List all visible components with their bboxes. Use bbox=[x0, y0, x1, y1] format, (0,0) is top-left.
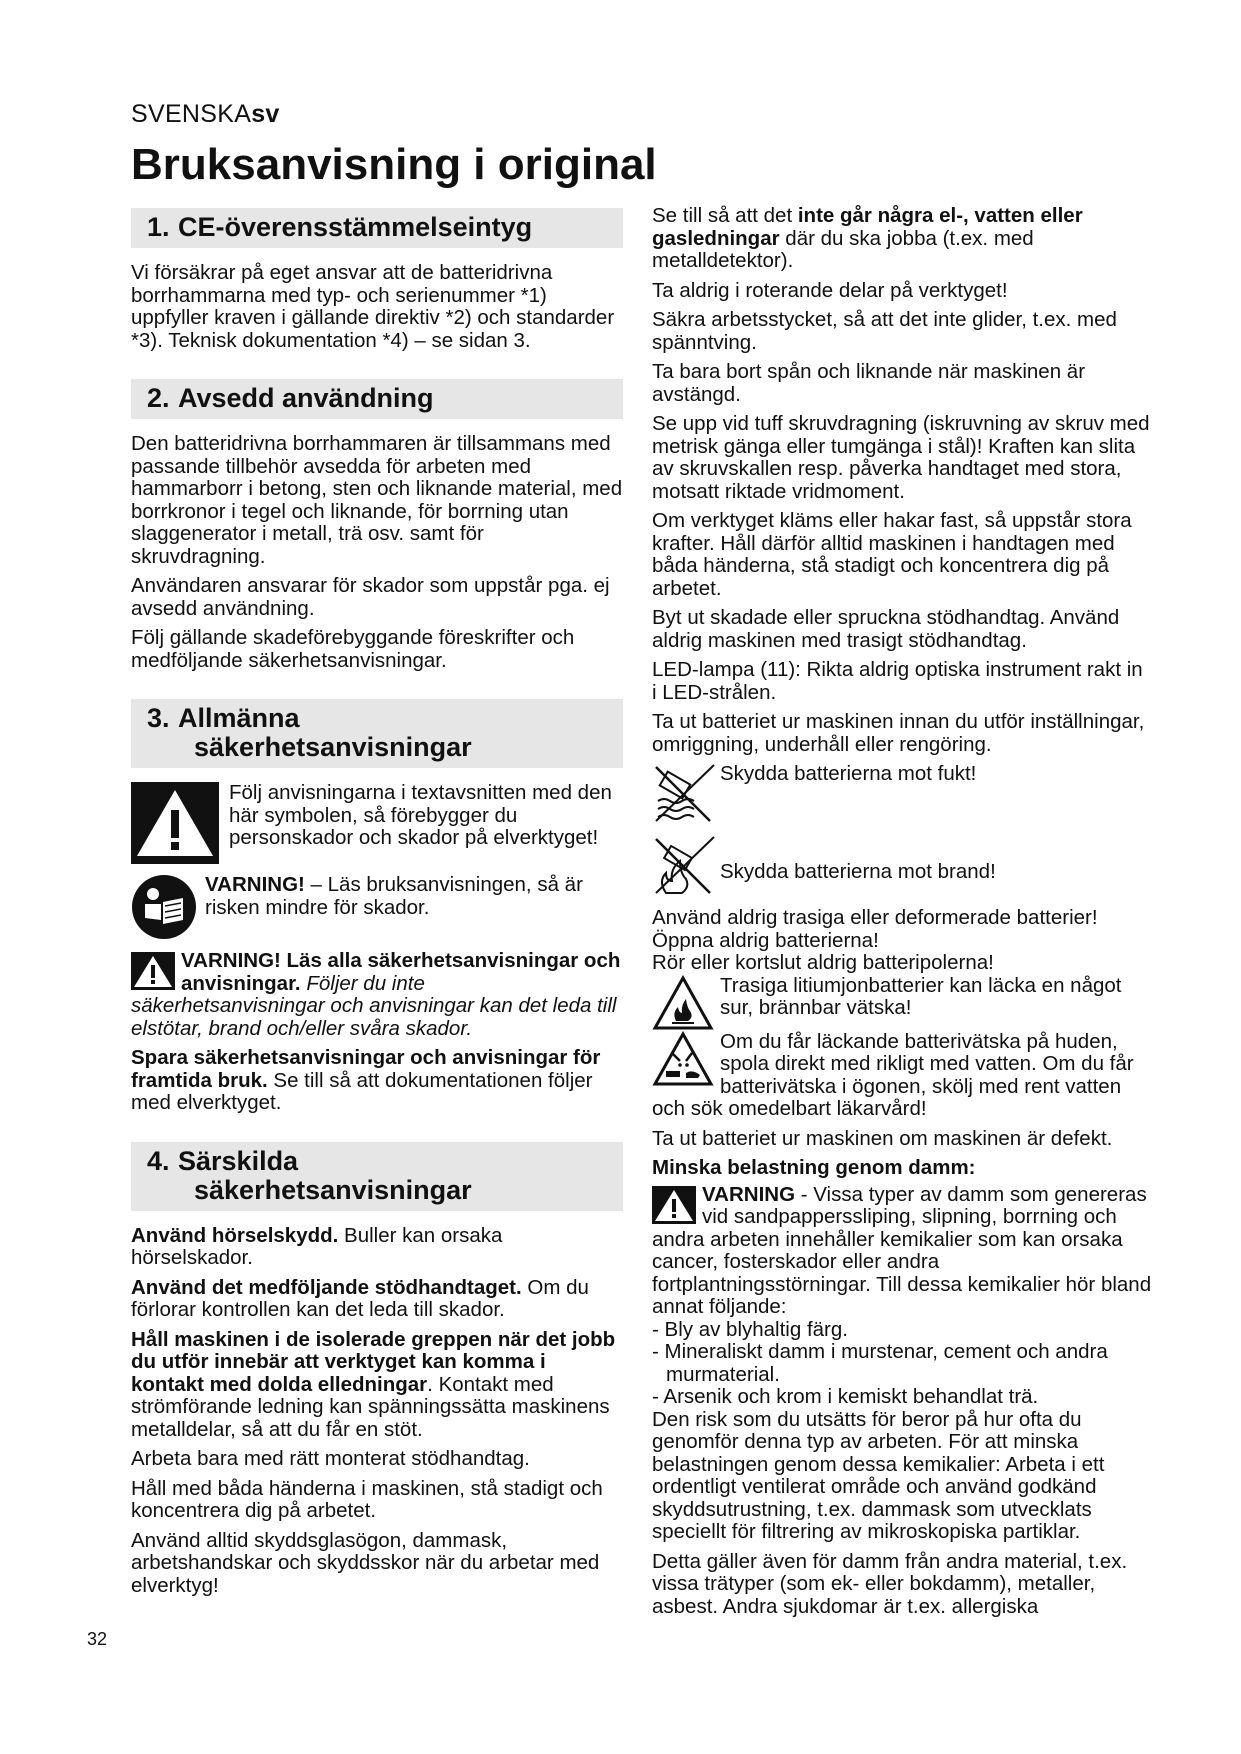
warning-symbol-row bbox=[131, 782, 623, 864]
read-warning-label: VARNING! bbox=[205, 873, 305, 896]
mounted-handle-text: Arbeta bara med rätt monterat stödhandtag. bbox=[131, 1447, 530, 1470]
hearing-protection-paragraph: Använd hörselskydd. Buller kan orsaka hörselskador. bbox=[131, 1223, 503, 1269]
warning-symbol-text: Följ anvisningarna i textavsnitten med den här symbolen, så förebygger du personskador och skador på elverktyget! bbox=[229, 781, 612, 849]
read-manual-row bbox=[131, 874, 623, 940]
secure-workpiece-text: Säkra arbetsstycket, så att det inte glider, t.ex. med spänntving. bbox=[652, 308, 1117, 354]
moisture-warning-text: Skydda batterierna mot fukt! bbox=[720, 762, 977, 785]
intended-use-text: Den batteridrivna borrhammaren är tillsammans med passande tillbehör avsedda för arbeten med hammarborr i betong, sten och liknande material, med borrkronor i tegel och liknande, för borrning utan slaggenerator i metall, trä osv. samt för skruvdragning. bbox=[131, 432, 623, 568]
remove-battery-text: Ta ut batteriet ur maskinen innan du utför inställningar, omriggning, underhåll eller rengöring. bbox=[652, 710, 1145, 756]
general-warning-paragraph: VARNING! Läs alla säkerhetsanvisningar och anvisningar. Följer du inte säkerhetsanvisningar och anvisningar kan det leda till elstötar, brand och/eller svåra skador. bbox=[131, 949, 621, 1040]
flammable-icon bbox=[652, 975, 714, 1031]
moisture-warning-row bbox=[652, 763, 1152, 825]
follow-regulations-text: Följ gällande skadeförebyggande föreskrifter och medföljande säkerhetsanvisningar. bbox=[131, 626, 575, 672]
led-lamp-text: LED-lampa (11): Rikta aldrig optiska instrument rakt in i LED-strålen. bbox=[652, 658, 1143, 704]
dust-warning-paragraph: VARNING - Vissa typer av damm som genereras vid sandpapperssliping, slipning, borrning och andra arbeten innehåller kemikalier som kan orsaka cancer, fosterskador eller andra fortplantningsstörningar. Till dessa kemikalier hör bland annat följande: bbox=[652, 1182, 1152, 1318]
user-responsibility-text: Användaren ansvarar för skador som uppstår pga. ej avsedd användning. bbox=[131, 574, 610, 620]
save-instructions-paragraph: Spara säkerhetsanvisningar och anvisningar för framtida bruk. Se till så att dokumentationen följer med elverktyget. bbox=[131, 1046, 601, 1114]
warning-triangle-small-icon bbox=[652, 1186, 696, 1224]
warning-triangle-small-icon bbox=[131, 952, 175, 990]
no-moisture-icon bbox=[652, 763, 716, 825]
skin-contact-paragraph: Om du får läckande batterivätska på huden, spola direkt med rikligt med vatten. Om du får batterivätska i ögonen, skölj med rent vatten och sök omedelbart läkarvård! bbox=[652, 1029, 1134, 1120]
risk-paragraph: Den risk som du utsätts för beror på hur ofta du genomför denna typ av arbeten. För att minska belastningen genom dessa kemikalier: Arbeta i ett ordentligt ventilerat område och använd godkänd skyddsutrustning, t.ex. dammask som utvecklats speciellt för filtrering av mikroskopiska partiklar. bbox=[652, 1407, 1105, 1543]
jamming-text: Om verktyget kläms eller hakar fast, så uppstår stora krafter. Håll därför alltid maskinen i handtagen med båda händerna, stå stadigt och koncentrera dig på arbetet. bbox=[652, 509, 1132, 600]
tough-screwdriving-text: Se upp vid tuff skruvdragning (iskruvning av skruv med metrisk gänga eller tumgänga i stål)! Kraften kan slita av skruvskallen resp. påverka handtaget med stora, motsatt riktade vridmoment. bbox=[652, 412, 1150, 503]
right-column bbox=[652, 205, 1152, 1625]
hidden-lines-paragraph: Se till så att det inte går några el-, vatten eller gasledningar där du ska jobba (t.ex. med metalldetektor). bbox=[652, 204, 1083, 272]
fire-warning-text: Skydda batterierna mot brand! bbox=[720, 860, 996, 883]
fire-warning-row bbox=[652, 835, 1152, 897]
language-name: SVENSKA bbox=[131, 100, 252, 128]
defect-battery-text: Ta ut batteriet ur maskinen om maskinen är defekt. bbox=[652, 1126, 1113, 1150]
read-warning-text: – Läs bruksanvisningen, så är risken mindre för skador. bbox=[205, 873, 583, 919]
warning-triangle-icon bbox=[131, 782, 219, 864]
language-label bbox=[131, 100, 280, 129]
replace-handle-text: Byt ut skadade eller spruckna stödhandtag. Använd aldrig maskinen med trasigt stödhandtag. bbox=[652, 606, 1120, 652]
read-manual-icon bbox=[131, 874, 197, 940]
both-hands-text: Håll med båda händerna i maskinen, stå stadigt och koncentrera dig på arbetet. bbox=[131, 1476, 603, 1522]
insulated-grip-paragraph: Håll maskinen i de isolerade greppen när det jobb du utför innebär att verktyget kan komma i kontakt med dolda elledningar. Kontakt med strömförande ledning kan spänningssätta maskinens metalldelar, så att du får en stöt. bbox=[131, 1327, 616, 1441]
page-title: Bruksanvisning i original bbox=[131, 140, 657, 189]
rotating-parts-text: Ta aldrig i roterande delar på verktyget! bbox=[652, 278, 1008, 302]
section-heading-4: 4. Särskilda säkerhetsanvisningar bbox=[131, 1142, 623, 1211]
section-heading-1: 1. CE-överensstämmelseintyg bbox=[131, 208, 623, 248]
dust-list-item-arsenic: - Arsenik och krom i kemiskt behandlat trä. bbox=[652, 1385, 1039, 1408]
remove-chips-text: Ta bara bort spån och liknande när maskinen är avstängd. bbox=[652, 360, 1086, 406]
dust-heading: Minska belastning genom damm: bbox=[652, 1156, 976, 1179]
language-code: sv bbox=[251, 100, 280, 128]
section-heading-3: 3. Allmänna säkerhetsanvisningar bbox=[131, 699, 623, 768]
no-fire-icon bbox=[652, 835, 716, 897]
left-column bbox=[131, 208, 623, 1604]
section-heading-2: 2. Avsedd användning bbox=[131, 379, 623, 419]
battery-rules: Använd aldrig trasiga eller deformerade batterier! Öppna aldrig batterierna! Rör eller kortslut aldrig batteripolerna! bbox=[652, 906, 1098, 974]
page-number: 32 bbox=[87, 1629, 108, 1649]
dust-list-item-lead: - Bly av blyhaltig färg. bbox=[652, 1317, 848, 1341]
support-handle-paragraph: Använd det medföljande stödhandtaget. Om du förlorar kontrollen kan det leda till skador. bbox=[131, 1275, 589, 1321]
ce-declaration-text: Vi försäkrar på eget ansvar att de batteridrivna borrhammarna med typ- och serienummer *1) uppfyller kraven i gällande direktiv *2) och standarder *3). Teknisk dokumentation *4) – se sidan 3. bbox=[131, 261, 615, 352]
dust-list-item-mineral: - Mineraliskt damm i murstenar, cement och andra murmaterial. bbox=[652, 1340, 1108, 1386]
corrosive-icon bbox=[652, 1031, 714, 1087]
other-materials-paragraph: Detta gäller även för damm från andra material, t.ex. vissa trätyper (som ek- eller bokdamm), metaller, asbest. Andra sjukdomar är t.ex. allergiska bbox=[652, 1549, 1128, 1618]
leak-warning-paragraph: Trasiga litiumjonbatterier kan läcka en något sur, brännbar vätska! bbox=[652, 975, 1152, 1020]
protective-gear-text: Använd alltid skyddsglasögon, dammask, arbetshandskar och skyddsskor när du arbetar med elverktyg! bbox=[131, 1528, 600, 1597]
